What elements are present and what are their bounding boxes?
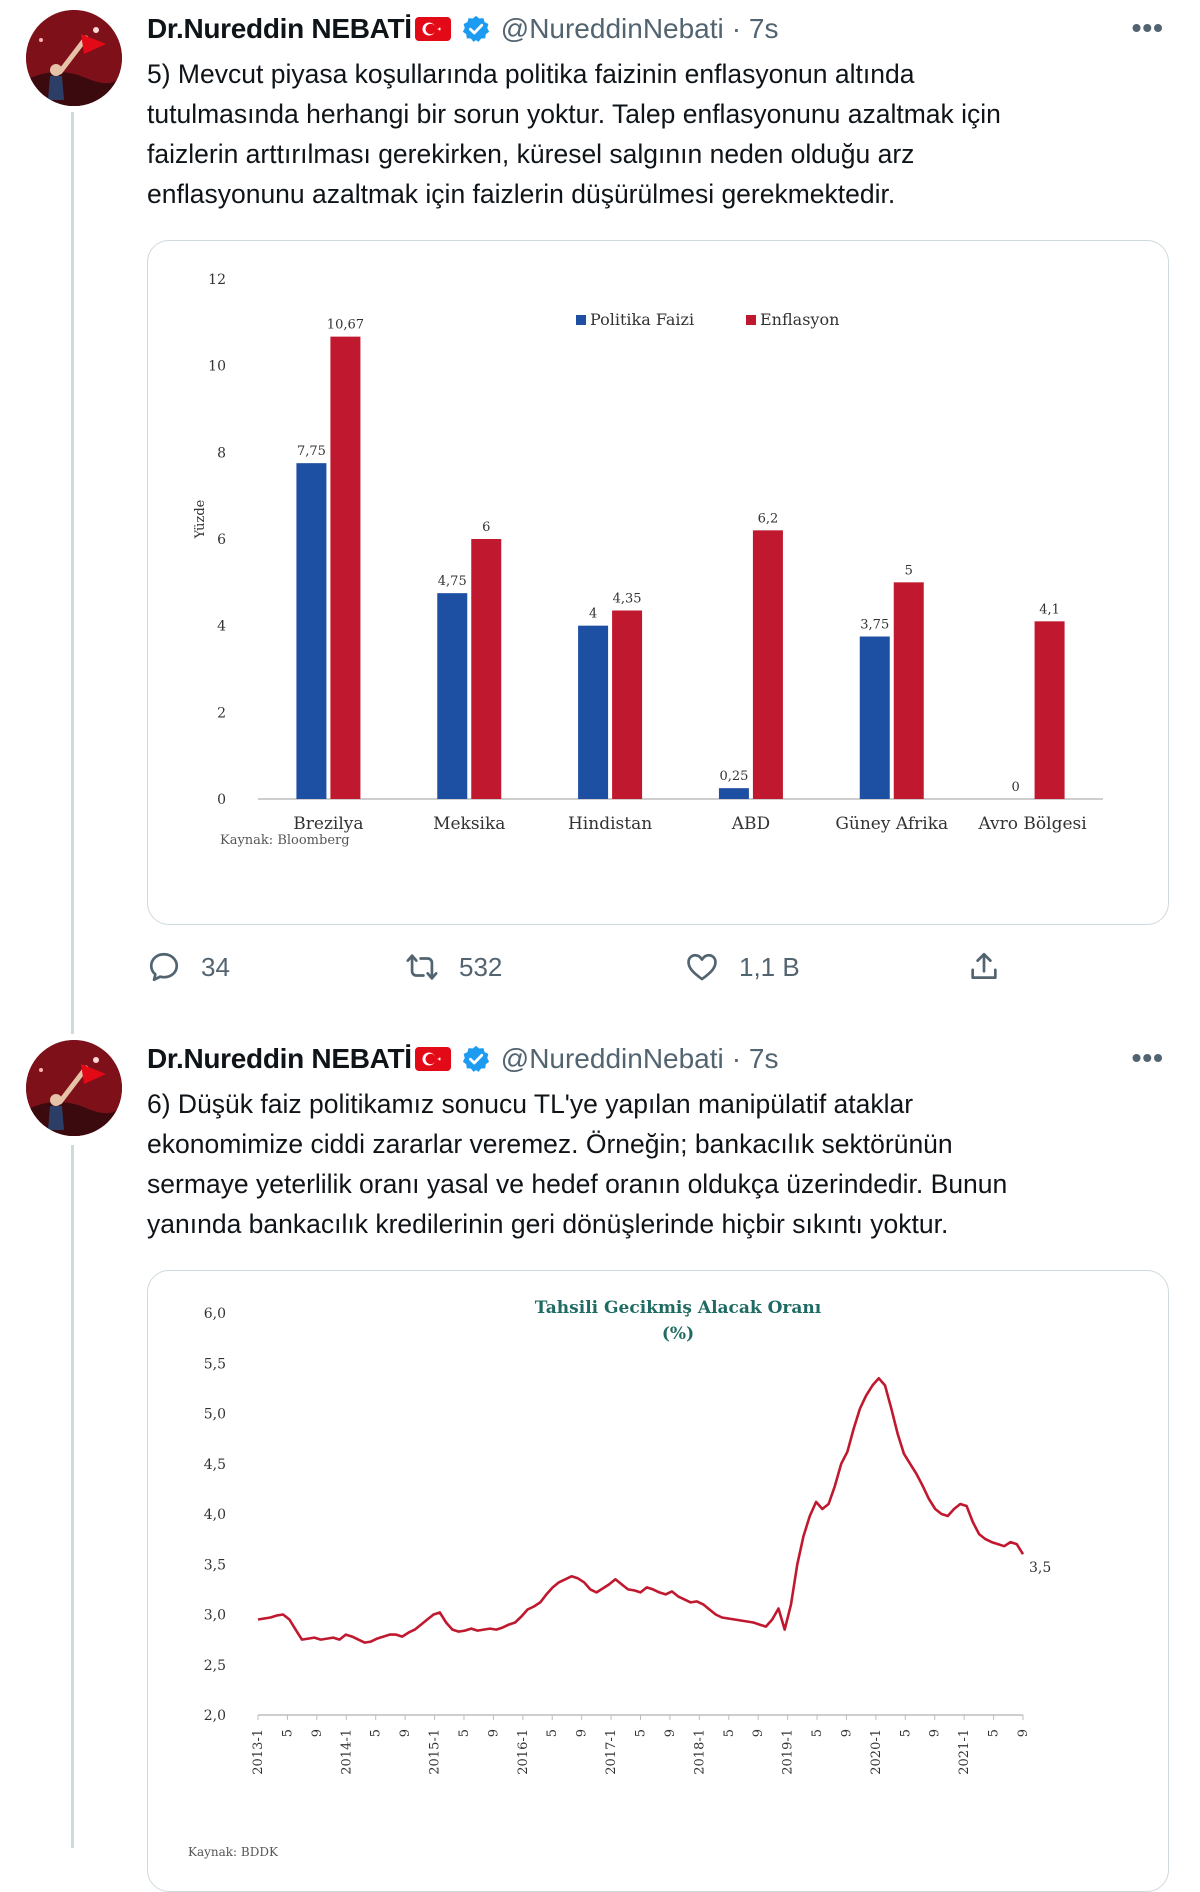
bar	[753, 530, 783, 799]
y-tick-label: 4	[217, 618, 226, 635]
x-tick-label: 2016-1	[515, 1729, 531, 1775]
x-tick-label: 2015-1	[427, 1729, 443, 1775]
heart-icon	[685, 950, 719, 984]
reply-button[interactable]	[147, 950, 230, 984]
y-tick-label: 3,5	[203, 1557, 226, 1574]
chart-card[interactable]	[147, 240, 1169, 925]
retweet-count: 532	[459, 951, 503, 982]
y-tick-label: 0	[217, 792, 226, 808]
data-label: 4,75	[437, 574, 467, 590]
data-label: 7,75	[296, 444, 326, 460]
y-tick-label: 12	[208, 272, 226, 288]
x-tick-label: 5	[721, 1729, 737, 1738]
end-value-label: 3,5	[1029, 1560, 1052, 1577]
x-tick-label: Meksika	[433, 814, 506, 834]
x-tick-label: 5	[456, 1729, 472, 1738]
source-note: Kaynak: Bloomberg	[220, 833, 350, 848]
data-label: 5	[904, 563, 913, 579]
share-upload-icon	[967, 950, 1001, 984]
x-tick-label: Güney Afrika	[835, 814, 949, 834]
x-tick-label: 5	[986, 1729, 1002, 1738]
x-tick-label: ABD	[731, 814, 771, 834]
y-tick-label: 4,5	[203, 1456, 226, 1473]
timestamp[interactable]: · 7s	[731, 13, 779, 44]
bar	[860, 637, 890, 800]
author-handle[interactable]: @NureddinNebati	[500, 1043, 724, 1074]
author-name[interactable]: Dr.Nureddin NEBATİ	[147, 13, 412, 44]
y-tick-label: 4,0	[203, 1507, 226, 1523]
x-tick-label: 2017-1	[604, 1729, 620, 1775]
y-tick-label: 5,5	[203, 1356, 226, 1373]
x-tick-label: 5	[545, 1729, 561, 1738]
data-label: 4,35	[612, 591, 642, 607]
more-options-icon[interactable]: •••	[1131, 12, 1164, 43]
x-tick-label: 9	[1016, 1729, 1031, 1738]
series-line	[258, 1378, 1023, 1642]
x-tick-label: 2018-1	[692, 1729, 708, 1775]
author-name[interactable]: Dr.Nureddin NEBATİ	[147, 1043, 412, 1074]
more-options-icon[interactable]: •••	[1131, 1042, 1164, 1073]
bar	[471, 539, 501, 799]
data-label: 0	[1011, 780, 1020, 795]
legend-swatch	[576, 315, 586, 325]
x-tick-label: Hindistan	[567, 814, 653, 834]
tweet-header	[147, 11, 778, 47]
retweet-button[interactable]	[405, 950, 502, 984]
legend-swatch	[746, 315, 756, 325]
bar	[296, 463, 326, 799]
tweet-text: 5) Mevcut piyasa koşullarında politika faizinin enflasyonun altında tutulmasında herhangi bir sorun yoktur. Talep enflasyonunu azaltmak için faizlerin arttırılması gerekirken, küresel salgının neden olduğu arz enflasyonunu azaltmak için faizlerin düşürülmesi gerekmektedir.	[147, 59, 1001, 209]
speech-bubble-icon	[147, 950, 181, 984]
x-tick-label: 9	[574, 1729, 590, 1738]
x-tick-label: 5	[898, 1729, 914, 1738]
thread-line	[71, 1145, 74, 1848]
x-tick-label: 9	[486, 1729, 502, 1738]
bar	[1035, 621, 1065, 799]
x-tick-label: 5	[280, 1729, 296, 1738]
chart-subtitle: (%)	[661, 1324, 695, 1344]
x-tick-label: 2014-1	[339, 1729, 355, 1775]
y-tick-label: 2	[217, 705, 226, 722]
y-tick-label: 2,5	[203, 1657, 226, 1674]
x-tick-label: Avro Bölgesi	[978, 814, 1087, 834]
data-label: 4,1	[1039, 602, 1060, 618]
avatar-image	[26, 10, 122, 106]
x-tick-label: 2021-1	[957, 1729, 973, 1775]
reply-count: 34	[201, 951, 230, 982]
x-tick-label: 2019-1	[780, 1729, 796, 1775]
x-tick-label: 9	[398, 1729, 414, 1738]
avatar[interactable]	[26, 10, 122, 106]
tweet-text: 6) Düşük faiz politikamız sonucu TL'ye yapılan manipülatif ataklar ekonomimize ciddi zararlar veremez. Örneğin; bankacılık sektörünün sermaye yeterlilik oranı yasal ve hedef oranın oldukça üzerindedir. Bunun yanında bankacılık kredilerinin geri dönüşlerinde hiçbir sıkıntı yoktur.	[147, 1089, 1008, 1239]
bar	[894, 582, 924, 799]
chart-card[interactable]	[147, 1270, 1169, 1892]
like-button[interactable]	[685, 950, 800, 984]
line-chart	[148, 1271, 1168, 1891]
turkey-flag-icon	[415, 17, 451, 41]
x-tick-label: 9	[839, 1729, 855, 1738]
x-tick-label: 5	[810, 1729, 826, 1738]
data-label: 3,75	[860, 617, 890, 633]
y-tick-label: 6	[217, 532, 226, 548]
data-label: 0,25	[719, 769, 749, 785]
y-tick-label: 8	[217, 445, 226, 462]
bar	[437, 593, 467, 799]
tweet-header	[147, 1041, 778, 1077]
like-count: 1,1 B	[739, 951, 800, 982]
avatar-image	[26, 1040, 122, 1136]
turkey-flag-icon	[415, 1047, 451, 1071]
y-tick-label: 10	[208, 358, 226, 375]
data-label: 10,67	[326, 317, 365, 333]
retweet-icon	[405, 950, 439, 984]
y-tick-label: 3,0	[203, 1607, 226, 1624]
verified-badge-icon	[461, 1044, 491, 1074]
bar	[578, 626, 608, 799]
y-tick-label: 2,0	[203, 1708, 226, 1724]
x-tick-label: 9	[927, 1729, 943, 1738]
thread-line	[71, 112, 74, 1034]
chart-title: Tahsili Gecikmiş Alacak Oranı	[534, 1298, 822, 1318]
avatar[interactable]	[26, 1040, 122, 1136]
data-label: 4	[588, 606, 598, 622]
x-tick-label: Brezilya	[293, 814, 364, 834]
x-tick-label: 5	[633, 1729, 649, 1738]
x-tick-label: 2013-1	[251, 1729, 266, 1775]
legend-entry: Enflasyon	[760, 310, 840, 329]
x-tick-label: 2020-1	[868, 1729, 884, 1775]
data-label: 6	[482, 520, 491, 535]
share-button[interactable]	[967, 950, 1021, 984]
verified-badge-icon	[461, 14, 491, 44]
legend-entry: Politika Faizi	[590, 310, 695, 329]
x-tick-label: 9	[662, 1729, 678, 1738]
y-tick-label: 6,0	[203, 1306, 226, 1322]
x-tick-label: 9	[309, 1729, 325, 1738]
bar	[612, 611, 642, 800]
bar	[330, 337, 360, 799]
bar	[719, 788, 749, 799]
x-tick-label: 5	[368, 1729, 384, 1738]
data-label: 6,2	[757, 511, 779, 527]
timestamp[interactable]: · 7s	[731, 1043, 779, 1074]
bar-chart	[148, 241, 1168, 924]
y-axis-label: Yüzde	[193, 499, 208, 539]
author-handle[interactable]: @NureddinNebati	[500, 13, 724, 44]
x-tick-label: 9	[751, 1729, 767, 1738]
source-note: Kaynak: BDDK	[188, 1845, 278, 1859]
y-tick-label: 5,0	[203, 1406, 226, 1423]
tweet-actions	[147, 950, 1007, 990]
